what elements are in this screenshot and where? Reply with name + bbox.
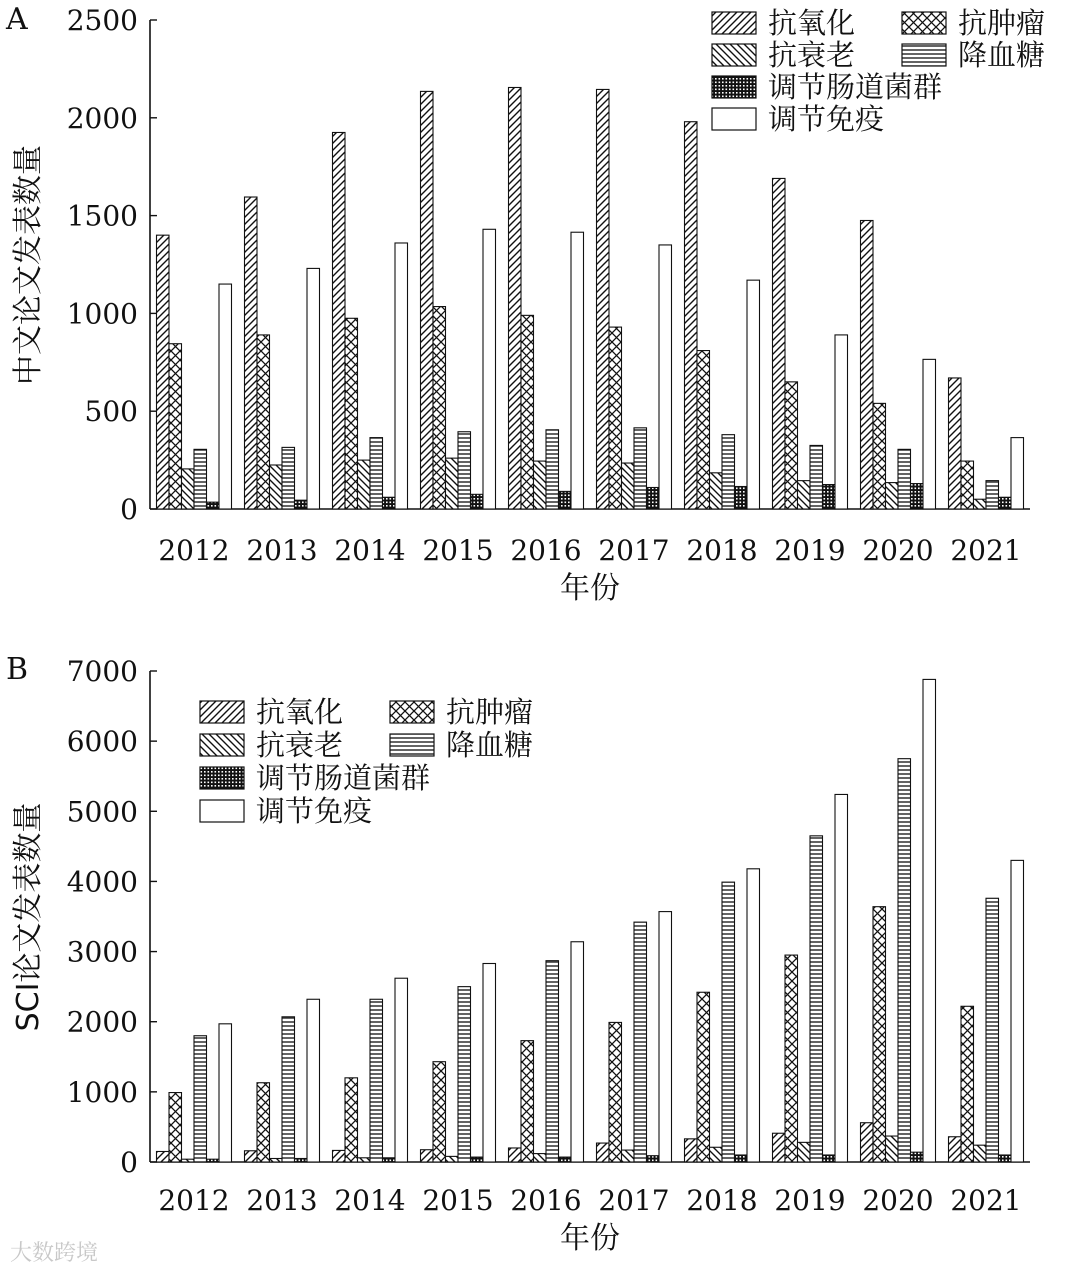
y-tick-label: 1000 (66, 297, 138, 331)
bar-b-s1-2021 (961, 1006, 974, 1162)
bar-b-s4-2014 (383, 1158, 396, 1162)
bar-b-s5-2020 (923, 679, 936, 1162)
y-tick-label: 3000 (66, 935, 138, 969)
bar-a-s2-2015 (446, 458, 459, 509)
bar-a-s2-2012 (182, 469, 195, 509)
x-tick-label: 2013 (246, 1184, 318, 1217)
bar-a-s0-2020 (861, 220, 874, 509)
bar-b-s3-2019 (810, 836, 823, 1162)
bar-a-s3-2013 (282, 447, 295, 509)
bar-a-s4-2017 (647, 487, 660, 509)
bar-b-s5-2015 (483, 963, 496, 1162)
bar-a-s1-2014 (345, 318, 358, 509)
bar-a-s1-2012 (169, 344, 182, 509)
bar-b-s0-2012 (157, 1151, 170, 1162)
bar-b-s4-2012 (207, 1159, 220, 1162)
y-tick-label: 2000 (66, 101, 138, 135)
bar-b-s2-2018 (710, 1147, 723, 1162)
x-tick-label: 2015 (422, 1184, 494, 1217)
bar-a-s5-2015 (483, 229, 496, 509)
bar-a-s5-2020 (923, 359, 936, 509)
bar-a-s2-2017 (622, 463, 635, 509)
legend-swatch (712, 76, 756, 98)
x-tick-label: 2019 (774, 1184, 846, 1217)
y-axis-title: 中文论文发表数量 (11, 145, 46, 385)
bar-a-s0-2018 (685, 122, 698, 509)
bar-a-s4-2021 (999, 497, 1012, 509)
x-tick-label: 2018 (686, 534, 758, 567)
bar-a-s5-2021 (1011, 438, 1024, 509)
bar-b-s1-2016 (521, 1041, 534, 1162)
x-tick-label: 2016 (510, 534, 582, 567)
bar-b-s0-2021 (949, 1137, 962, 1162)
bar-b-s3-2013 (282, 1017, 295, 1162)
x-tick-label: 2021 (950, 1184, 1022, 1217)
bar-a-s3-2020 (898, 449, 911, 509)
bar-b-s5-2013 (307, 999, 320, 1162)
bar-b-s1-2012 (169, 1093, 182, 1162)
x-tick-label: 2017 (598, 1184, 670, 1217)
x-tick-label: 2020 (862, 1184, 934, 1217)
legend-swatch (200, 767, 244, 789)
legend-swatch (712, 44, 756, 66)
legend-label: 调节肠道菌群 (768, 70, 943, 104)
legend-label: 调节肠道菌群 (256, 761, 431, 795)
bar-a-s2-2019 (798, 481, 811, 509)
bar-b-s4-2021 (999, 1155, 1012, 1162)
bar-a-s5-2019 (835, 335, 848, 509)
bar-b-s2-2020 (886, 1136, 899, 1162)
bar-a-s4-2015 (471, 494, 484, 509)
legend-label: 抗氧化 (256, 695, 344, 729)
legend-label: 抗衰老 (256, 728, 344, 762)
bar-a-s0-2012 (157, 235, 170, 509)
bar-b-s3-2014 (370, 999, 383, 1162)
y-tick-label: 7000 (66, 655, 138, 688)
bar-b-s0-2014 (333, 1150, 346, 1162)
y-tick-label: 4000 (66, 865, 138, 899)
x-axis-title: 年份 (560, 571, 620, 606)
bar-a-s3-2019 (810, 445, 823, 509)
legend-swatch (902, 12, 946, 34)
bar-b-s2-2021 (974, 1145, 987, 1162)
bar-b-s4-2017 (647, 1156, 660, 1162)
x-tick-label: 2018 (686, 1184, 758, 1217)
x-tick-label: 2020 (862, 534, 934, 567)
bar-a-s3-2014 (370, 438, 383, 509)
bar-b-s5-2016 (571, 942, 584, 1162)
y-tick-label: 1500 (66, 199, 138, 233)
bar-b-s3-2018 (722, 882, 735, 1162)
bar-b-s2-2019 (798, 1142, 811, 1162)
bar-b-s3-2020 (898, 759, 911, 1162)
bar-a-s3-2018 (722, 435, 735, 509)
bar-a-s1-2016 (521, 315, 534, 509)
x-tick-label: 2021 (950, 534, 1022, 567)
x-tick-label: 2014 (334, 1184, 406, 1217)
panel-b-label: B (6, 652, 29, 687)
bar-b-s1-2018 (697, 992, 710, 1162)
panel-b-chart (11, 655, 1030, 1256)
bar-b-s5-2018 (747, 869, 760, 1162)
bar-a-s5-2014 (395, 243, 408, 509)
bar-b-s3-2015 (458, 987, 471, 1162)
bar-b-s0-2016 (509, 1148, 522, 1162)
x-tick-label: 2016 (510, 1184, 582, 1217)
y-tick-label: 500 (84, 395, 138, 429)
bar-b-s1-2015 (433, 1062, 446, 1162)
bar-b-s5-2019 (835, 794, 848, 1162)
bar-a-s1-2021 (961, 461, 974, 509)
bar-a-s0-2013 (245, 197, 258, 509)
bar-a-s3-2015 (458, 432, 471, 509)
bar-a-s4-2013 (295, 500, 308, 509)
bar-b-s0-2020 (861, 1123, 874, 1162)
bar-a-s4-2019 (823, 485, 836, 509)
x-tick-label: 2012 (158, 534, 230, 567)
bar-a-s4-2016 (559, 491, 572, 509)
x-axis-title: 年份 (560, 1221, 620, 1256)
bar-b-s2-2015 (446, 1156, 459, 1162)
bar-a-s3-2021 (986, 481, 999, 509)
bar-a-s0-2019 (773, 178, 786, 509)
y-axis-title: SCI论文发表数量 (11, 802, 46, 1032)
bar-a-s4-2012 (207, 502, 220, 509)
bar-a-s1-2017 (609, 327, 622, 509)
bar-b-s3-2021 (986, 898, 999, 1162)
bar-a-s5-2013 (307, 268, 320, 509)
legend-swatch (200, 800, 244, 822)
bar-a-s0-2014 (333, 132, 346, 509)
legend-label: 调节免疫 (768, 102, 885, 136)
bar-a-s5-2017 (659, 245, 672, 509)
bar-a-s5-2012 (219, 284, 232, 509)
bar-b-s2-2017 (622, 1150, 635, 1162)
legend-swatch (200, 701, 244, 723)
y-tick-label: 2000 (66, 1005, 138, 1039)
bar-b-s5-2012 (219, 1024, 232, 1162)
bar-b-s4-2015 (471, 1157, 484, 1162)
bar-a-s5-2016 (571, 232, 584, 509)
x-tick-label: 2017 (598, 534, 670, 567)
bar-a-s4-2014 (383, 497, 396, 509)
y-tick-label: 6000 (66, 725, 138, 759)
bar-a-s2-2018 (710, 473, 723, 509)
x-tick-label: 2014 (334, 534, 406, 567)
legend-swatch (902, 44, 946, 66)
watermark: 大数跨境 (10, 1241, 99, 1266)
bar-b-s2-2014 (358, 1158, 371, 1162)
bar-b-s0-2013 (245, 1151, 258, 1162)
bar-b-s3-2012 (194, 1036, 207, 1162)
bar-b-s4-2016 (559, 1157, 572, 1162)
bar-b-s1-2013 (257, 1083, 270, 1162)
bar-a-s4-2020 (911, 484, 924, 509)
bar-b-s0-2017 (597, 1143, 610, 1162)
legend-label: 抗氧化 (768, 6, 856, 40)
bar-a-s1-2018 (697, 351, 710, 509)
bar-b-s1-2014 (345, 1078, 358, 1162)
bar-b-s5-2017 (659, 912, 672, 1162)
bar-b-s4-2020 (911, 1152, 924, 1162)
bar-a-s1-2013 (257, 335, 270, 509)
legend-label: 降血糖 (958, 38, 1046, 72)
y-tick-label: 1000 (66, 1075, 138, 1109)
bar-b-s2-2012 (182, 1159, 195, 1162)
x-tick-label: 2019 (774, 534, 846, 567)
bar-b-s0-2018 (685, 1139, 698, 1162)
bar-b-s4-2018 (735, 1155, 748, 1162)
bar-a-s1-2019 (785, 382, 798, 509)
legend-label: 抗衰老 (768, 38, 856, 72)
bar-a-s0-2016 (509, 87, 522, 509)
y-tick-label: 5000 (66, 795, 138, 829)
legend-swatch (712, 12, 756, 34)
bar-a-s2-2013 (270, 465, 283, 509)
legend-label: 降血糖 (446, 728, 534, 762)
x-tick-label: 2015 (422, 534, 494, 567)
bar-b-s1-2019 (785, 955, 798, 1162)
bar-b-s4-2013 (295, 1158, 308, 1162)
x-tick-label: 2012 (158, 1184, 230, 1217)
bar-b-s0-2015 (421, 1150, 434, 1162)
bar-b-s1-2020 (873, 907, 886, 1162)
bar-a-s2-2014 (358, 460, 371, 509)
bar-a-s1-2020 (873, 403, 886, 509)
y-tick-label: 0 (120, 493, 138, 526)
bar-a-s2-2016 (534, 461, 547, 509)
legend-label: 调节免疫 (256, 794, 373, 828)
bar-b-s5-2021 (1011, 860, 1024, 1162)
bar-b-s2-2013 (270, 1158, 283, 1162)
bar-a-s0-2021 (949, 378, 962, 509)
legend-label: 抗肿瘤 (446, 695, 534, 729)
bar-b-s2-2016 (534, 1154, 547, 1162)
bar-a-s0-2017 (597, 89, 610, 509)
bar-b-s5-2014 (395, 978, 408, 1162)
bar-a-s1-2015 (433, 307, 446, 509)
bar-b-s3-2017 (634, 922, 647, 1162)
bar-a-s3-2012 (194, 449, 207, 509)
legend-swatch (390, 701, 434, 723)
bar-a-s4-2018 (735, 487, 748, 509)
bar-b-s1-2017 (609, 1022, 622, 1162)
bar-b-s4-2019 (823, 1155, 836, 1162)
legend-label: 抗肿瘤 (958, 6, 1046, 40)
bar-a-s0-2015 (421, 91, 434, 509)
x-tick-label: 2013 (246, 534, 318, 567)
bar-a-s5-2018 (747, 280, 760, 509)
panel-a-label: A (6, 2, 28, 37)
legend-swatch (390, 734, 434, 756)
panel-a-chart (11, 4, 1045, 606)
legend-swatch (712, 108, 756, 130)
bar-a-s2-2020 (886, 483, 899, 509)
bar-b-s3-2016 (546, 961, 559, 1162)
y-tick-label: 0 (120, 1146, 138, 1179)
bar-a-s2-2021 (974, 499, 987, 509)
bar-a-s3-2016 (546, 430, 559, 509)
y-tick-label: 2500 (66, 4, 138, 37)
bar-a-s3-2017 (634, 428, 647, 509)
bar-b-s0-2019 (773, 1133, 786, 1162)
legend-swatch (200, 734, 244, 756)
